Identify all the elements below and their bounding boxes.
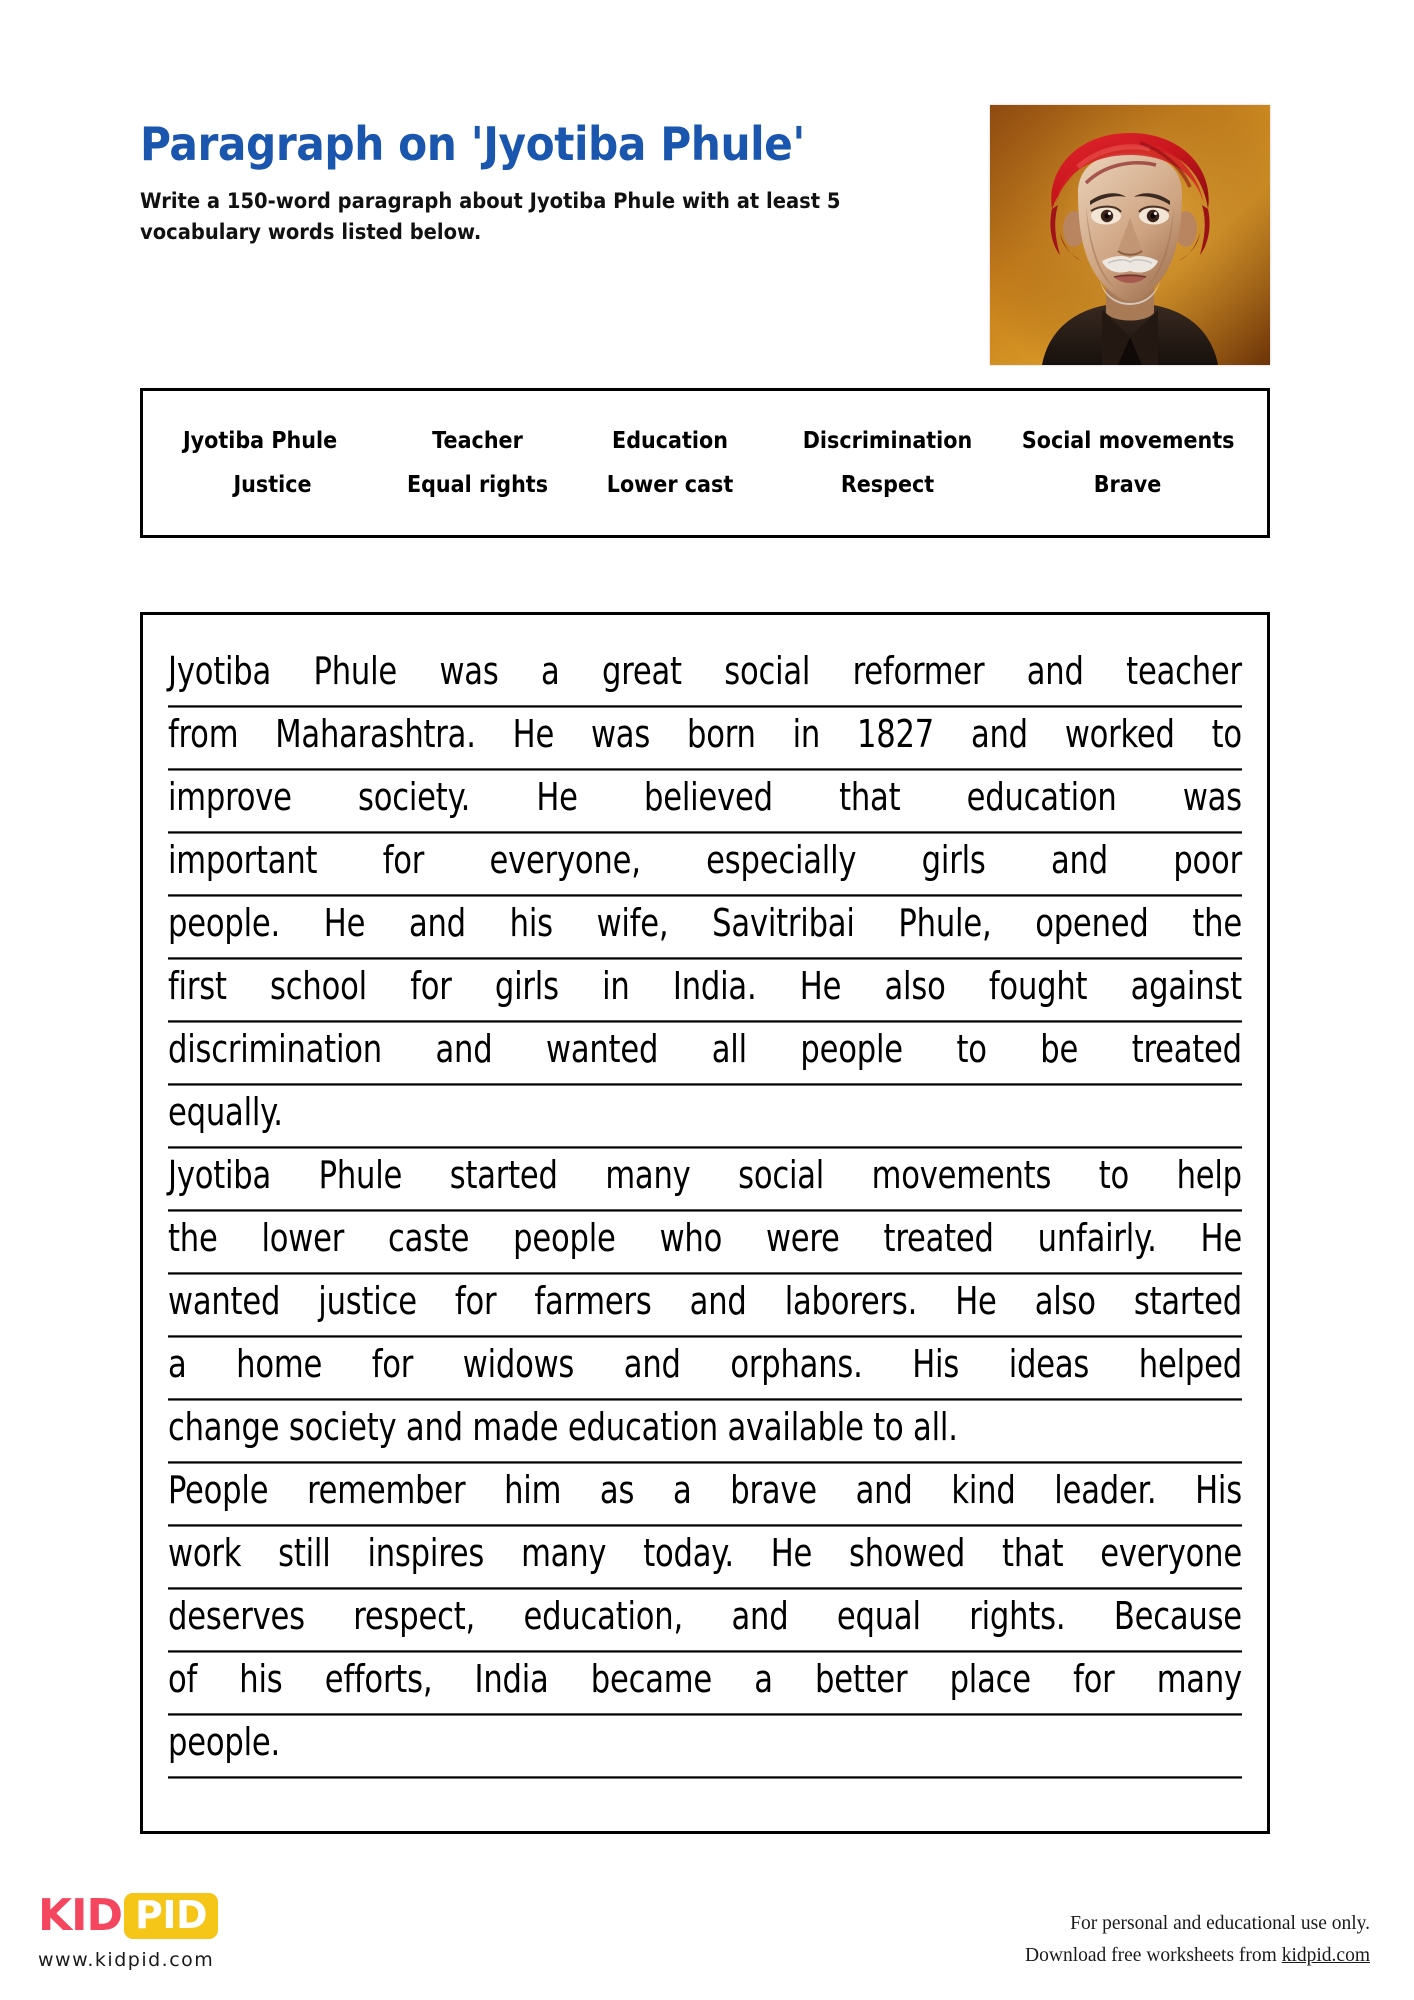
answer-word: rights. — [969, 1594, 1066, 1640]
answer-word: education — [966, 775, 1117, 821]
answer-word: was — [590, 712, 651, 758]
answer-word: and — [405, 1405, 463, 1451]
answer-line — [168, 889, 1242, 960]
answer-word: made — [472, 1405, 559, 1451]
answer-word: caste — [387, 1216, 470, 1262]
answer-word: and — [1050, 838, 1108, 884]
answer-word: girls — [494, 964, 559, 1010]
answer-word: was — [1182, 775, 1242, 821]
answer-word: lower — [261, 1216, 345, 1262]
answer-line — [168, 763, 1242, 834]
answer-word: society. — [358, 775, 471, 821]
jyotiba-phule-portrait — [990, 105, 1270, 365]
answer-word: his — [239, 1657, 283, 1703]
answer-word: also — [884, 964, 946, 1010]
answer-word: He — [323, 901, 366, 947]
answer-word: also — [1034, 1279, 1096, 1325]
answer-word: people — [800, 1027, 903, 1073]
answer-word: laborers. — [784, 1279, 918, 1325]
vocab-word: Education — [612, 428, 728, 454]
answer-word: that — [839, 775, 901, 821]
answer-word: great — [601, 649, 682, 695]
answer-line — [168, 1267, 1242, 1338]
answer-word: Jyotiba — [168, 649, 272, 695]
answer-word: him — [504, 1468, 562, 1514]
answer-word: all — [711, 1027, 747, 1073]
answer-word: kind — [951, 1468, 1016, 1514]
vocabulary-row-2 — [143, 472, 1267, 498]
answer-word: His — [912, 1342, 960, 1388]
answer-word: a — [672, 1468, 692, 1514]
answer-word: treated — [883, 1216, 994, 1262]
portrait-illustration — [990, 105, 1270, 365]
answer-word: His — [1195, 1468, 1242, 1514]
answer-word: work — [168, 1531, 242, 1577]
answer-word: all. — [913, 1405, 958, 1451]
answer-word: school — [270, 964, 367, 1010]
answer-word: important — [168, 838, 318, 884]
answer-word: deserves — [168, 1594, 305, 1640]
answer-line — [168, 1330, 1242, 1401]
answer-word: He — [799, 964, 842, 1010]
answer-line — [168, 1141, 1242, 1212]
answer-word: and — [731, 1594, 789, 1640]
answer-word: change — [168, 1405, 280, 1451]
answer-word: against — [1130, 964, 1242, 1010]
answer-word: everyone, — [489, 838, 641, 884]
answer-word: home — [236, 1342, 323, 1388]
answer-word: born — [687, 712, 756, 758]
answer-word: He — [955, 1279, 997, 1325]
logo-wordmark — [38, 1890, 358, 1941]
answer-word: and — [435, 1027, 493, 1073]
answer-word: girls — [921, 838, 986, 884]
vocabulary-word-bank — [140, 388, 1270, 538]
answer-word: He — [1200, 1216, 1242, 1262]
answer-word: of — [168, 1657, 198, 1703]
answer-word: and — [408, 901, 466, 947]
answer-word: especially — [706, 838, 857, 884]
vocab-word: Justice — [233, 472, 312, 498]
answer-word: teacher — [1126, 649, 1242, 695]
answer-line — [168, 1078, 1242, 1149]
answer-line — [168, 1582, 1242, 1653]
answer-word: wanted — [168, 1279, 281, 1325]
page-title: Paragraph on 'Jyotiba Phule' — [140, 117, 805, 171]
answer-word: worked — [1064, 712, 1175, 758]
answer-word: and — [970, 712, 1028, 758]
answer-word: many — [521, 1531, 607, 1577]
answer-line — [168, 637, 1242, 708]
answer-word: today. — [643, 1531, 734, 1577]
vocab-word: Equal rights — [406, 472, 549, 498]
answer-word: a — [541, 649, 560, 695]
answer-word: education — [567, 1405, 718, 1451]
answer-word: He — [512, 712, 555, 758]
answer-line — [168, 1645, 1242, 1716]
answer-word: treated — [1131, 1027, 1242, 1073]
answer-word: India — [474, 1657, 549, 1703]
kidpid-logo[interactable] — [38, 1890, 358, 1971]
answer-word: was — [439, 649, 499, 695]
answer-word: still — [278, 1531, 331, 1577]
answer-word: who — [659, 1216, 723, 1262]
answer-word: first — [168, 964, 227, 1010]
vocab-word: Discrimination — [802, 428, 973, 454]
vocab-word: Respect — [840, 472, 935, 498]
answer-word: for — [382, 838, 425, 884]
answer-line — [168, 1708, 1242, 1779]
answer-word: wanted — [546, 1027, 659, 1073]
answer-word: social — [738, 1153, 825, 1199]
kidpid-link[interactable]: kidpid.com — [1281, 1945, 1370, 1967]
answer-word: remember — [307, 1468, 466, 1514]
logo-pid-badge: PID — [124, 1893, 218, 1939]
logo-website-url: www.kidpid.com — [38, 1949, 215, 1971]
answer-word: and — [689, 1279, 747, 1325]
footer-usage-note — [1025, 1908, 1370, 1972]
answer-word: India. — [672, 964, 757, 1010]
answer-line — [168, 1456, 1242, 1527]
answer-word: helped — [1138, 1342, 1242, 1388]
answer-word: equal — [836, 1594, 921, 1640]
answer-word: Phule, — [898, 901, 992, 947]
answer-word: social — [724, 649, 811, 695]
answer-word: leader. — [1054, 1468, 1157, 1514]
instructions-text: Write a 150-word paragraph about Jyotiba Phule with at least 5 vocabulary words listed below. — [140, 189, 841, 244]
logo-kid-text: KID — [38, 1890, 122, 1941]
answer-word: respect, — [353, 1594, 476, 1640]
answer-line — [168, 1393, 1242, 1464]
answer-word: for — [410, 964, 452, 1010]
answer-word: society — [288, 1405, 397, 1451]
answer-word: for — [371, 1342, 414, 1388]
answer-word: He — [770, 1531, 813, 1577]
answer-word: widows — [462, 1342, 575, 1388]
worksheet-header — [140, 117, 960, 247]
answer-word: help — [1176, 1153, 1242, 1199]
answer-word: Because — [1113, 1594, 1242, 1640]
answer-word: farmers — [534, 1279, 652, 1325]
answer-word: Phule — [313, 649, 398, 695]
answer-word: and — [855, 1468, 913, 1514]
paragraph-answer-area[interactable] — [140, 612, 1270, 1834]
answer-word: wife, — [596, 901, 669, 947]
answer-line — [168, 952, 1242, 1023]
answer-word: that — [1002, 1531, 1064, 1577]
answer-word: brave — [730, 1468, 817, 1514]
answer-word: reformer — [852, 649, 985, 695]
vocab-word: Social movements — [1021, 428, 1235, 454]
answer-word: a — [754, 1657, 773, 1703]
answer-word: in — [792, 712, 821, 758]
vocab-word: Jyotiba Phule — [182, 428, 338, 454]
answer-word: discrimination — [168, 1027, 382, 1073]
answer-word: movements — [871, 1153, 1052, 1199]
answer-word: education, — [523, 1594, 684, 1640]
answer-word: many — [605, 1153, 691, 1199]
answer-word: and — [623, 1342, 681, 1388]
footer-note-prefix: Download free worksheets from — [1025, 1945, 1282, 1967]
answer-word: believed — [644, 775, 773, 821]
answer-word: started — [449, 1153, 558, 1199]
answer-word: from — [168, 712, 239, 758]
answer-word: fought — [988, 964, 1088, 1010]
answer-word: 1827 — [857, 712, 935, 758]
answer-word: place — [949, 1657, 1031, 1703]
answer-word: inspires — [367, 1531, 485, 1577]
answer-line — [168, 826, 1242, 897]
answer-word: a — [168, 1342, 187, 1388]
vocab-word: Brave — [1093, 472, 1162, 498]
answer-word: available — [727, 1405, 864, 1451]
answer-word: improve — [168, 775, 292, 821]
answer-word: equally. — [168, 1090, 283, 1136]
answer-word: justice — [318, 1279, 417, 1325]
answer-line — [168, 1015, 1242, 1086]
answer-word: people. — [168, 1720, 281, 1766]
answer-word: Phule — [318, 1153, 403, 1199]
vocabulary-row-1 — [143, 428, 1267, 454]
answer-word: many — [1156, 1657, 1242, 1703]
answer-word: Jyotiba — [168, 1153, 272, 1199]
answer-word: unfairly. — [1037, 1216, 1157, 1262]
answer-word: People — [168, 1468, 269, 1514]
answer-word: to — [873, 1405, 904, 1451]
answer-word: ideas — [1008, 1342, 1090, 1388]
answer-word: the — [1192, 901, 1242, 947]
answer-word: orphans. — [730, 1342, 863, 1388]
answer-word: as — [599, 1468, 635, 1514]
answer-word: became — [590, 1657, 713, 1703]
answer-word: everyone — [1100, 1531, 1242, 1577]
answer-word: people — [513, 1216, 616, 1262]
answer-word: better — [814, 1657, 908, 1703]
answer-word: the — [168, 1216, 218, 1262]
answer-word: Savitribai — [712, 901, 855, 947]
answer-word: to — [956, 1027, 987, 1073]
answer-word: people. — [168, 901, 281, 947]
answer-word: to — [1211, 712, 1242, 758]
vocab-word: Teacher — [432, 428, 523, 454]
answer-word: Maharashtra. — [275, 712, 476, 758]
footer-note-line-1: For personal and educational use only. — [1070, 1913, 1370, 1934]
answer-word: poor — [1173, 838, 1242, 884]
answer-word: for — [1073, 1657, 1115, 1703]
answer-word: started — [1133, 1279, 1242, 1325]
answer-word: and — [1026, 649, 1084, 695]
answer-word: were — [765, 1216, 840, 1262]
answer-word: be — [1040, 1027, 1079, 1073]
answer-word: opened — [1035, 901, 1149, 947]
vocab-word: Lower cast — [606, 472, 734, 498]
answer-word: for — [454, 1279, 497, 1325]
answer-word: efforts, — [324, 1657, 433, 1703]
answer-line — [168, 1519, 1242, 1590]
answer-word: He — [536, 775, 578, 821]
answer-word: showed — [849, 1531, 966, 1577]
answer-line — [168, 700, 1242, 771]
answer-line — [168, 1204, 1242, 1275]
answer-word: his — [509, 901, 553, 947]
footer-note-line-2 — [1025, 1940, 1370, 1972]
answer-word: in — [602, 964, 630, 1010]
answer-word: to — [1098, 1153, 1130, 1199]
